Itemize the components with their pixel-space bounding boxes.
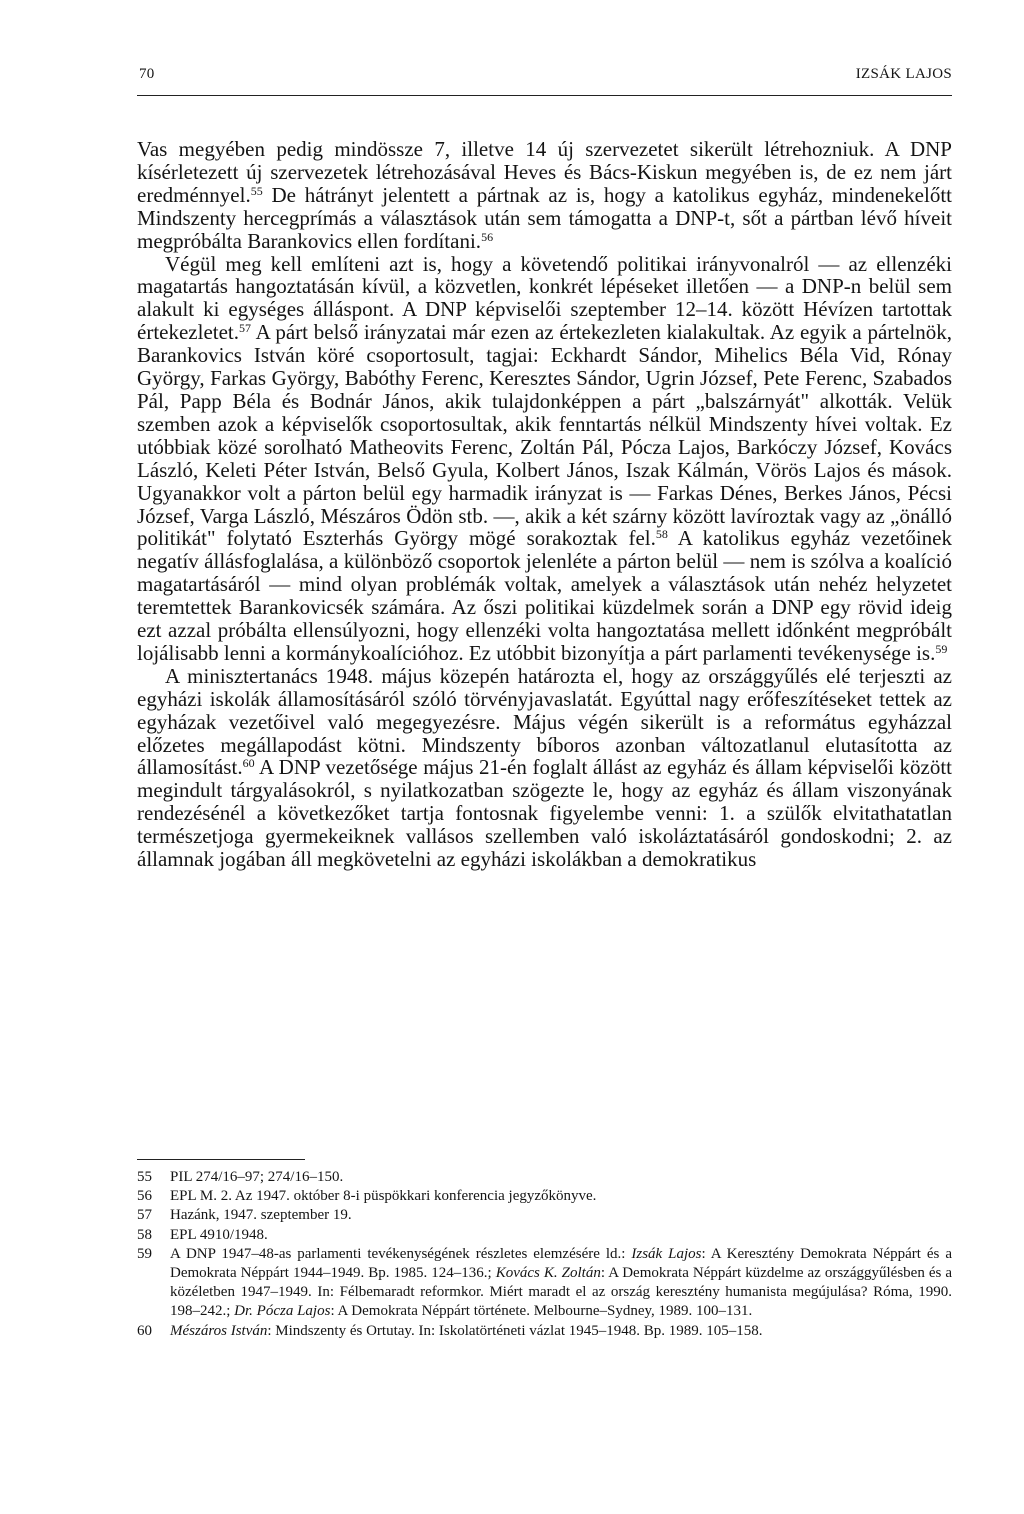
- running-title: IZSÁK LAJOS: [855, 66, 952, 82]
- paragraph: [137, 138, 952, 253]
- footnote-text: [170, 1207, 352, 1223]
- text-run: Végül meg kell említeni azt is, hogy a követendő politikai irányvonalról — az ellenzéki magatartás hangoztatásán kívül, a közvetlen, konkrét lépéseket illetően — a DNP-n belül sem alakult ki egységes álláspont. A DNP képviselői szeptember 12–14. között Hévízen tartottak értekezletet.: [137, 251, 952, 345]
- footnote: [137, 1168, 952, 1187]
- text-run: A DNP 1947–48-as parlamenti tevékenységének részletes elemzésére ld.:: [170, 1245, 632, 1262]
- footnote: [137, 1322, 952, 1341]
- text-run: EPL 4910/1948.: [170, 1226, 268, 1243]
- footnote-reference: 55: [250, 183, 263, 198]
- text-run: A párt belső irányzatai már ezen az értekezleten kialakultak. Az egyik a pártelnök, Barankovics István köré csoportosult, tagjai: Eckhardt Sándor, Mihelics Béla Vid, Rónay György, Farkas György, Babóthy Ferenc, Keresztes Sándor, Ugrin József, Pete Ferenc, Szabados Pál, Papp Béla és Bodnár János, akik tulajdonképpen a párt „balszárnyát" alkották. Velük szemben azok a képviselők csoportosultak, akik fenntartás nélkül Mindszenty hívei voltak. Ez utóbbiak közé sorolható Matheovits Ferenc, Zoltán Pál, Pócza Lajos, Barkóczy József, Kovács László, Keleti Péter István, Belső Gyula, Kolbert János, Iszak Kálmán, Vörös Lajos és mások. Ugyanakkor volt a párton belül egy harmadik irányzat is — Farkas Dénes, Berkes János, Pécsi József, Varga László, Mészáros Ödön stb. —, akik a két szárny között lavíroztak vagy az „önálló politikát" folytató Eszterhás György mögé sorakoztak fel.: [137, 320, 952, 551]
- text-run: : A Demokrata Néppárt küzdelme az országgyűlésben és a közéletben 1947–1949. In: Félbemaradt reformkor. Miért maradt el az ország keresztény humanista megújulása? Róma, 1990. 198–242.;: [170, 1265, 952, 1320]
- footnote-reference: 60: [242, 756, 255, 771]
- footnote: [137, 1226, 952, 1245]
- cited-author: Izsák Lajos: [631, 1245, 702, 1262]
- footnote: [137, 1187, 952, 1206]
- cited-author: Kovács K. Zoltán: [495, 1265, 601, 1282]
- text-run: Hazánk, 1947. szeptember 19.: [170, 1207, 352, 1224]
- footnote-number: 58: [137, 1226, 152, 1243]
- text-run: Vas megyében pedig mindössze 7, illetve 14 új szervezetet sikerült létrehozniuk. A DNP kísérletezett új szervezetek létrehozásával Heves és Bács-Kiskun megyében is, de ez nem járt eredménnyel.: [137, 137, 952, 207]
- footnote-number: 57: [137, 1207, 152, 1224]
- footnote-reference: 57: [239, 321, 252, 336]
- text-run: A DNP vezetősége május 21-én foglalt állást az egyház és állam képviselői között megindult tárgyalásokról, s nyilatkozatban szögezte le, hogy az egyház és állam viszonyának rendezésénél a következőket tartja fontosnak figyelembe venni: 1. a szülők elvitathatatlan természetjoga gyermekeiknek vallásos szellemben való iskoláztatásáról gondoskodni; 2. az államnak jogában áll megkövetelni az egyházi iskolákban a demokratikus: [137, 755, 952, 872]
- text-run: De hátrányt jelentett a pártnak az is, hogy a katolikus egyház, mindenekelőtt Mindszenty hercegprímás a választások után sem támogatta a DNP-t, sőt a pártban lévő híveit megpróbálta Barankovics ellen fordítani.: [137, 182, 952, 253]
- cited-author: Dr. Pócza Lajos: [234, 1303, 331, 1320]
- footnote-rule: [137, 1159, 305, 1160]
- main-text: [137, 138, 952, 871]
- text-run: : A Demokrata Néppárt története. Melbourne–Sydney, 1989. 100–131.: [330, 1303, 753, 1320]
- paragraph: [137, 665, 952, 871]
- page-number: 70: [139, 66, 155, 82]
- text-run: : A Keresztény Demokrata Néppárt és a Demokrata Néppárt 1944–1949. Bp. 1985. 124–136.;: [170, 1245, 952, 1282]
- footnote-reference: 56: [481, 229, 494, 244]
- text-run: : Mindszenty és Ortutay. In: Iskolatörténeti vázlat 1945–1948. Bp. 1989. 105–158.: [267, 1322, 763, 1339]
- footnotes: [137, 1168, 952, 1341]
- footnote: [137, 1245, 952, 1322]
- footnote-text: [170, 1323, 763, 1339]
- footnote-text: [170, 1246, 952, 1320]
- text-run: A minisztertanács 1948. május közepén határozta el, hogy az országgyűlés elé terjeszti az egyházi iskolák államosításáról szóló törvényjavaslatát. Egyúttal nagy erőfeszítéseket tettek az egyházak vezetőivel való megegyezésre. Május végén sikerült is a református egyházzal előzetes megállapodást kötni. Mindszenty bíboros azonban változatlanul elutasította az államosítást.: [137, 663, 952, 780]
- footnote-reference: 58: [655, 527, 668, 542]
- running-head: [137, 66, 952, 86]
- paragraph: [137, 253, 952, 665]
- footnote-number: 60: [137, 1322, 152, 1339]
- footnote-text: [170, 1188, 596, 1204]
- cited-author: Mészáros István: [170, 1322, 268, 1339]
- footnote-number: 55: [137, 1169, 152, 1185]
- text-run: A katolikus egyház vezetőinek negatív állásfoglalása, a különböző csoportok jelenléte a párton belül — nem is szólva a koalíció magatartásáról — mind olyan problémák voltak, amelyek a választások után nehéz helyzetet teremtettek Barankovicsék számára. Az őszi politikai küzdelmek során a DNP egy rövid ideig ezt azzal próbálta ellensúlyozni, hogy ellenzéki volta hangoztatása mellett időnként megpróbált lojálisabb lenni a kormánykoalícióhoz. Ez utóbbit bizonyítja a párt parlamenti tevékenysége is.: [137, 526, 953, 665]
- footnote-text: [170, 1169, 343, 1185]
- footnote: [137, 1206, 952, 1225]
- footnote-reference: 59: [935, 641, 948, 656]
- text-run: EPL M. 2. Az 1947. október 8-i püspökkari konferencia jegyzőkönyve.: [170, 1188, 597, 1205]
- footnote-number: 59: [137, 1245, 152, 1262]
- footnote-number: 56: [137, 1188, 152, 1205]
- footnote-text: [170, 1227, 268, 1243]
- header-rule: [137, 95, 952, 96]
- text-run: PIL 274/16–97; 274/16–150.: [170, 1169, 344, 1185]
